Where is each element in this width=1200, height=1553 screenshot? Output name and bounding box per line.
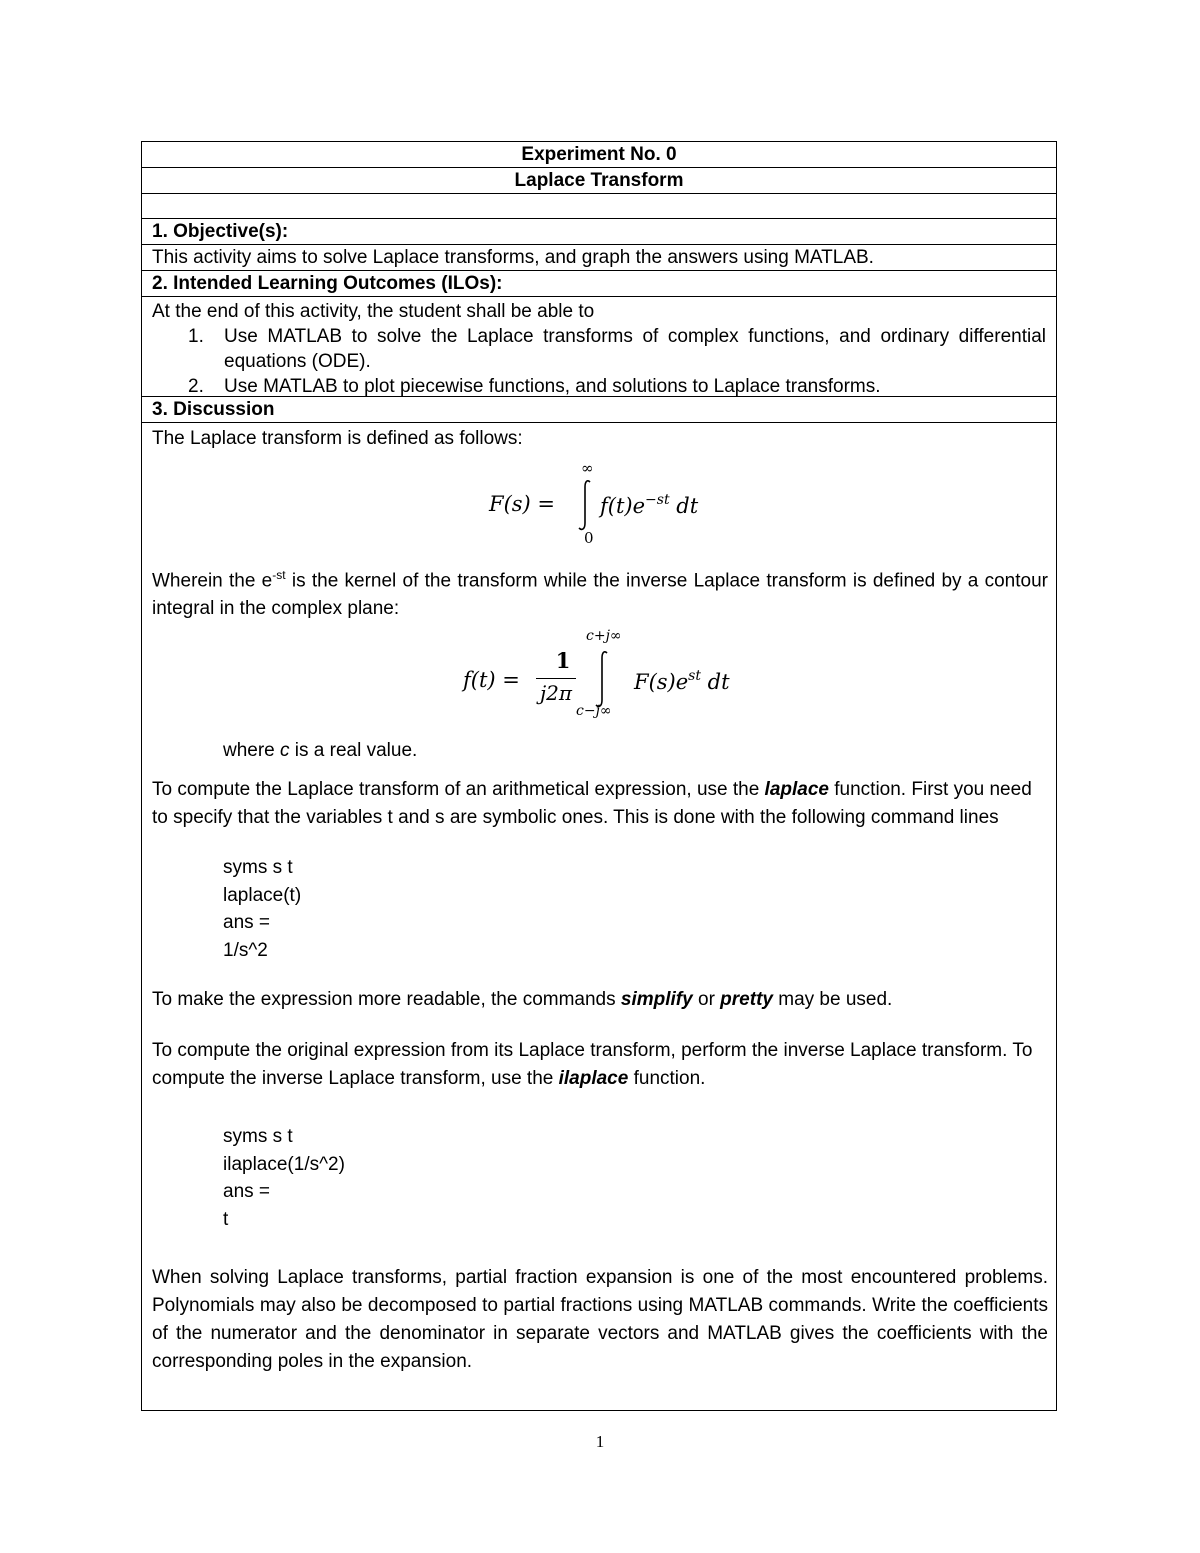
- ilos-section: [142, 297, 1056, 397]
- objectives-text: This activity aims to solve Laplace transforms, and graph the answers using MATLAB.: [142, 245, 1056, 271]
- document-table: [141, 141, 1057, 1411]
- ilos-heading: 2. Intended Learning Outcomes (ILOs):: [142, 271, 1056, 297]
- code-line: ans =: [223, 912, 271, 933]
- eq1-lower-limit: 0: [584, 529, 594, 547]
- experiment-number: Experiment No. 0: [142, 142, 1056, 168]
- eq2-denominator: j2π: [539, 681, 573, 705]
- readable-paragraph: To make the expression more readable, the commands simplify or pretty may be used.: [152, 989, 893, 1010]
- laplace-equation: [482, 459, 722, 549]
- inverse-laplace-equation: [456, 628, 776, 723]
- inverse-paragraph: To compute the original expression from its Laplace transform, perform the inverse Laplace transform. To compute the inverse Laplace transform, use the ilaplace function.: [152, 1040, 1033, 1089]
- pretty-keyword: pretty: [720, 989, 773, 1010]
- ilo-text: Use MATLAB to solve the Laplace transforms of complex functions, and ordinary differential equations (ODE).: [224, 326, 1046, 372]
- laplace-keyword: laplace: [764, 779, 829, 800]
- ilo-number: 1.: [188, 326, 204, 347]
- eq1-lhs: F(s) =: [489, 492, 556, 516]
- code-line: 1/s^2: [223, 939, 268, 961]
- ilos-intro: At the end of this activity, the student shall be able to: [152, 301, 595, 322]
- code-block-laplace: [223, 854, 301, 964]
- eq2-lower-limit: c−j∞: [576, 703, 612, 719]
- eq2-integrand: $F(s)e^{st}$ dt: [634, 668, 730, 694]
- code-block-ilaplace: [223, 1123, 345, 1233]
- document-title: Laplace Transform: [142, 168, 1056, 194]
- laplace-paragraph: To compute the Laplace transform of an arithmetical expression, use the laplace function. First you need to specify that the variables t and s are symbolic ones. This is done with the following command lines: [152, 779, 1032, 828]
- simplify-keyword: simplify: [620, 989, 693, 1010]
- eq2-lhs: f(t) =: [463, 668, 520, 692]
- eq2-upper-limit: c+j∞: [586, 628, 622, 644]
- code-line: syms s t: [223, 857, 293, 878]
- where-clause: where c is a real value.: [223, 740, 418, 761]
- discussion-intro: The Laplace transform is defined as follows:: [152, 428, 523, 449]
- code-line: ilaplace(1/s^2): [223, 1153, 345, 1175]
- eq1-upper-limit: ∞: [581, 459, 594, 477]
- ilo-item: [152, 374, 1046, 399]
- code-line: laplace(t): [223, 884, 302, 906]
- discussion-body: [142, 423, 1056, 1410]
- integral-sign-icon: [577, 479, 593, 531]
- fraction-bar: [536, 678, 576, 679]
- partial-fraction-paragraph: When solving Laplace transforms, partial fraction expansion is one of the most encountered problems. Polynomials may also be decomposed to partial fractions using MATLAB commands. Write the coefficients of the numerator and the denominator in separate vectors and MATLAB gives the coefficients with the corresponding poles in the expansion.: [152, 1267, 1048, 1372]
- code-line: ans =: [223, 1181, 271, 1202]
- eq1-integrand: $f(t)e^{-st}$ dt: [600, 492, 699, 518]
- ilo-number: 2.: [188, 376, 204, 397]
- objectives-heading: 1. Objective(s):: [142, 219, 1056, 245]
- ilos-list: [152, 324, 1046, 399]
- code-line: t: [223, 1208, 229, 1230]
- eq2-numerator: 1: [555, 648, 571, 673]
- page-number: 1: [595, 1432, 605, 1451]
- code-line: syms s t: [223, 1126, 293, 1147]
- kernel-paragraph: Wherein the $e^{-st}$ is the kernel of the transform while the inverse Laplace transform is defined by a contour integral in the complex plane:: [152, 568, 1048, 620]
- ilaplace-keyword: ilaplace: [558, 1068, 629, 1089]
- discussion-heading: 3. Discussion: [142, 397, 1056, 423]
- empty-row: [142, 194, 1056, 219]
- integral-sign-icon: [594, 650, 610, 708]
- ilo-text: Use MATLAB to plot piecewise functions, and solutions to Laplace transforms.: [224, 376, 881, 397]
- ilo-item: [152, 324, 1046, 374]
